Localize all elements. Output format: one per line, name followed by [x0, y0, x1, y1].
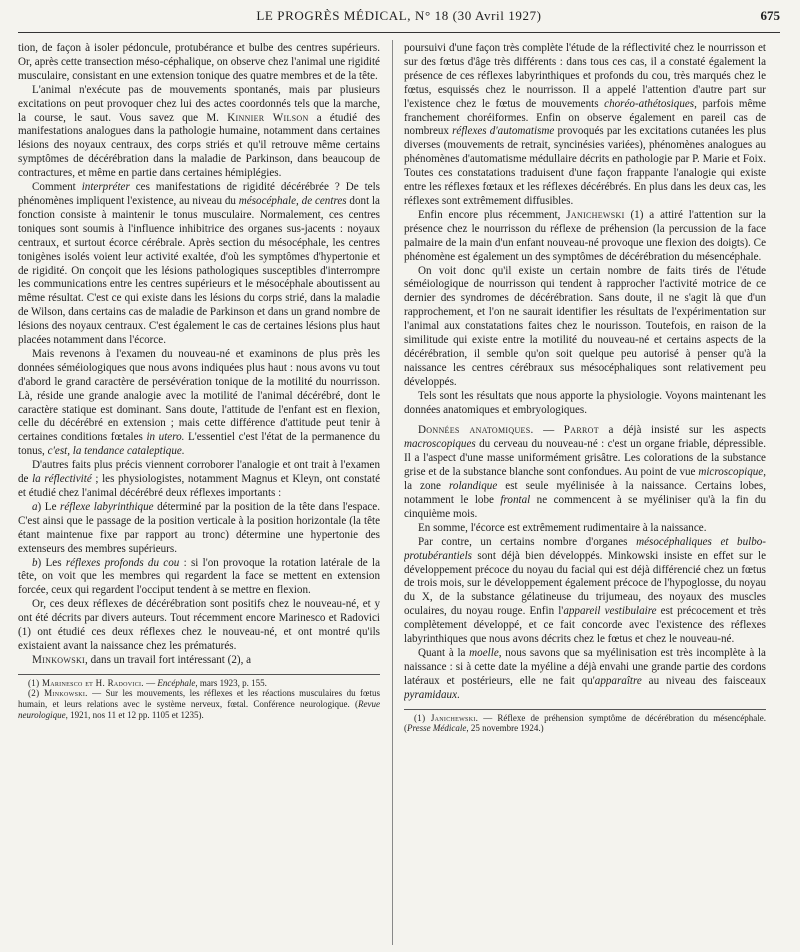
running-header: [18, 8, 780, 30]
right-column: [404, 42, 766, 947]
author-name: Janichewski: [566, 208, 625, 221]
column-separator: [392, 40, 393, 945]
paragraph: Or, ces deux réflexes de décérébration sont positifs chez le nouveau-né, et y ont été décrits par divers auteurs. Tout récemment encore Marinesco et Radovici (1) ont étudié ces deux réflexes chez le nouveau-né, et ont montré qu'ils existaient avant la naissance chez les prématurés.: [18, 598, 380, 652]
paragraph: Minkowski, dans un travail fort intéressant (2), a: [32, 653, 252, 666]
footnote: (1) Marinesco et H. Radovici. — Encéphale, mars 1923, p. 155.: [28, 677, 267, 688]
header-rule: [18, 32, 780, 33]
paragraph: b) Les réflexes profonds du cou : si l'on provoque la rotation latérale de la tête, on voit que les membres qui regardent la face se mettent en extension forcée, ceux qui regardent l'occiput tendent à se mettre en flexion.: [18, 556, 380, 597]
paragraph: On voit donc qu'il existe un certain nombre de faits tirés de l'étude séméiologique de nourrisson qui tendent à rapprocher l'activité motrice de ce dernier des syndromes de décérébration. Sans doute, il ne s'agit là que d'un rapprochement, et l'on ne saurait identifier les résultats de l'expérimentation sur l'animal aux constatations faites chez le nourisson. Toutefois, en raison de la similitude qui existe entre la motilité du nouveau-né et certains aspects de la décérébration, il semble qu'on soit quelque peu autorisé à penser qu'à la naissance les centres cérébraux sus mésocéphaliques sont relativement peu développés.: [404, 264, 766, 388]
footnotes: [18, 674, 380, 720]
page-number: 675: [760, 8, 780, 23]
paragraph: Enfin encore plus récemment, Janichewski (1) a attiré l'attention sur la présence chez le nourrisson du réflexe de préhension (la percussion de la face palmaire de la main d'un enfant nouveau-né provoque une flexion des doigts). Ce phénomène est également un des symptômes de décérébration du mésencéphale.: [404, 208, 766, 263]
paragraph: Tels sont les résultats que nous apporte la physiologie. Voyons maintenant les données anatomiques et embryologiques.: [404, 389, 766, 416]
paragraph: tion, de façon à isoler pédoncule, protubérance et bulbe des centres supérieurs. Or, après cette transection méso-céphalique, on observe chez l'animal une rigidité musculaire, consistant en une extension tonique des quatre membres et de la tête.: [18, 42, 380, 82]
author-name: Minkowski: [32, 653, 86, 666]
author-name: Kinnier Wilson: [227, 111, 309, 124]
paragraph: Comment interpréter ces manifestations de rigidité décérébrée ? De tels phénomènes impliquent l'existence, au niveau du mésocéphale, de centres dont la fonction consiste à maintenir le tonus musculaire. Normalement, ces centres toniques sont soumis à l'influence inhibitrice des organes sus-jacents : noyaux centraux, et surtout écorce cérébrale. Après section du mésocéphale, les centres tonigènes isolés voient leur activité exaltée, d'où les symptômes d'hypertonie et de rigidité. On conçoit que les lésions pathologiques susceptibles d'interrompre les communications entre les centres supérieurs et le mésocéphale aboutissent au même résultat. C'est ce qui existe dans les lésions du corps strié, dans la maladie de Wilson, dans certains cas de maladie de Parkinson et dans un grand nombre de lésions des noyaux centraux. C'est également le cas de certaines lésions plus haut placées notamment dans l'écorce.: [18, 181, 380, 347]
paragraph: Par contre, un certains nombre d'organes mésocéphaliques et bulbo-protubérantiels sont déjà bien développés. Minkowski insiste en effet sur le développement précoce du noyau du facial qui est déjà différencié chez un fœtus de trois mois, sur le développement également précoce de l'hypoglosse, du noyau du X, de la substance gélatineuse du trijumeau, des noyaux des muscles oculaires, du noyau rouge. Enfin l'appareil vestibulaire est précocement et très complètement développé, et ce fait concorde avec l'existence des réflexes labyrinthiques que nous avons décrits chez le fœtus et chez le nouveau-né.: [404, 535, 766, 646]
footnote: (1) Janichewski. — Réflexe de préhension symptôme de décérébration du mésencéphale. (Presse Médicale, 25 novembre 1924.): [404, 712, 766, 734]
footnote: (2) Minkowski. — Sur les mouvements, les réflexes et les réactions musculaires du fœtus humain, et leurs relations avec le système nerveux, fœtal. Conférence neurologique. (Revue neurologique, 1921, nos 11 et 12 pp. 1105 et 1235).: [18, 688, 380, 720]
left-column: [18, 42, 380, 947]
paragraph: Quant à la moelle, nous savons que sa myélinisation est très incomplète à la naissance : si à cette date la myéline a déjà envahi une grande partie des cordons latéraux et postérieurs, elle ne fait qu'apparaître au niveau des faisceaux pyramidaux.: [404, 646, 766, 701]
footnotes: [404, 709, 766, 734]
paragraph: L'animal n'exécute pas de mouvements spontanés, mais par plusieurs excitations on peut provoquer chez lui des actes coordonnés tels que la marche, la course, le saut. Vous savez que M. Kinnier Wilson a étudié des manifestations analogues dans la pathologie humaine, notamment dans certaines lésions des noyaux centraux, des corps striés et qu'il retrouve même certains symptômes de décérébration dans la maladie de Parkinson, dans beaucoup de contractures, et même en partie dans certaines hémiplégies.: [18, 83, 380, 180]
section-heading: Données anatomiques.: [418, 424, 534, 437]
paragraph: D'autres faits plus précis viennent corroborer l'analogie et ont trait à l'examen de la réflectivité ; les physiologistes, notamment Magnus et Kleyn, ont constaté et étudié chez l'animal décérébré deux réflexes importants :: [18, 459, 380, 499]
paragraph: Données anatomiques. — Parrot a déjà insisté sur les aspects macroscopiques du cerveau du nouveau-né : c'est un organe friable, dépressible. Il a l'aspect d'une masse uniformément grisâtre. Les colorations de la substance grise et de la substance blanche sont confondues. Au point de vue microscopique, la zone rolandique est seule myélinisée à la naissance. Certains lobes, notamment le lobe frontal ne commencent à se myéliniser qu'à la fin du cinquième mois.: [404, 424, 766, 520]
author-name: Parrot: [563, 424, 599, 437]
paragraph: poursuivi d'une façon très complète l'étude de la réflectivité chez le nourrisson et sur des fœtus d'âge très différents : dans tous ces cas, il a constaté également la présence de ces réflexes labyrinthiques et profonds du cou, très marqués chez le fœtus, esquissés chez le nourrisson. Il a appelé l'attention d'autre part sur l'existence chez le fœtus de mouvements choréo-athétosiques, parfois même franchement choréiformes. Enfin on observe également en pareil cas de nombreux réflexes d'automatisme provoqués par les excitations cutanées les plus diverses (mouvements de retrait, syncinésies variées), phénomènes analogues au phénomènes d'automatisme médullaire décrits en pathologie par P. Marie et Foix. Toutes ces constatations traduisent d'une façon frappante l'analogie qui existe entre les réflexes fœtaux et les réflexes décérébrés. En plus dans les deux cas, les réflexes sont extrêmement diffusibles.: [404, 42, 766, 207]
paragraph: Mais revenons à l'examen du nouveau-né et examinons de plus près les données séméiologiques que nous avons indiquées plus haut : nous avons vu tout d'abord le grand caractère de persévération tonique de la motilité du nourrisson. Là, réside une grande analogie avec la motilité de l'animal décérébré, dont le caractère statique est dominant. Sans doute, l'attitude de l'enfant est en flexion, celle du décérébré en extension ; mais cette différence d'attitude peut tenir à certaines conditions fœtales in utero. L'essentiel c'est l'état de la permanence du tonus, c'est, la tendance cataleptique.: [18, 347, 380, 458]
paragraph: a) Le réflexe labyrinthique déterminé par la position de la tête dans l'espace. C'est ainsi que le passage de la position verticale à la position horizontale (la tête étant maintenue fixe par rapport au tronc) détermine une hypertonie des extenseurs des membres supérieurs.: [18, 500, 380, 555]
paragraph: En somme, l'écorce est extrêmement rudimentaire à la naissance.: [418, 521, 707, 534]
journal-title: LE PROGRÈS MÉDICAL, N° 18 (30 Avril 1927): [256, 8, 542, 23]
